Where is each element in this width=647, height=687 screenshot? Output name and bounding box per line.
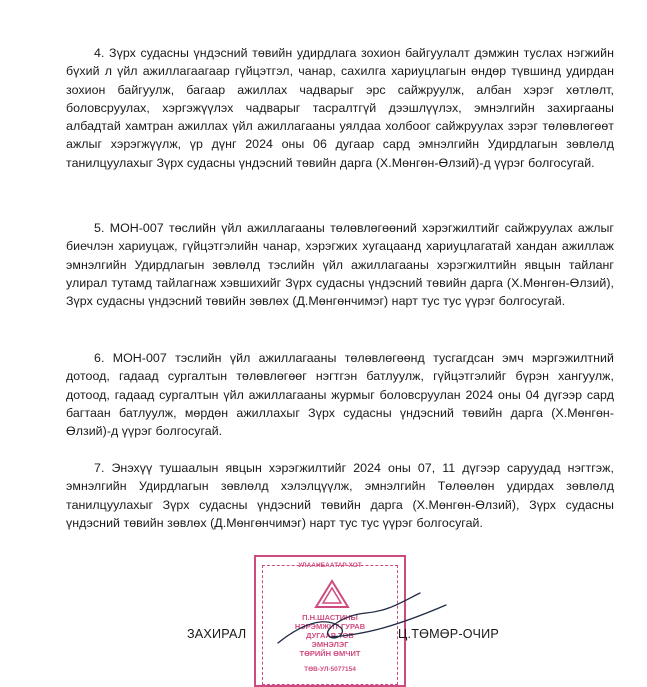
- stamp-bottom-text: ТӨВ-УЛ-5077154: [304, 666, 356, 673]
- paragraph-4: 4. Зүрх судасны үндэсний төвийн удирдлага зохион байгуулалт дэмжин туслах нэгжийн бүхий л үйл ажиллагаагаар гүйцэтгэл, чанар, сахилга хариуцлагын өндөр түвшинд удирдан зохион байгуулж, багаар ажиллах чадварыг эрс сайжруулж, албан хэрэг хөтлөлт, боловсруулах, хэргэжүүлэх чадварыг тасралтгүй дээшлүүлэх, эмнэлгийн захиргааны албадтай хамтран ажиллах үйл ажиллагааны уялдаа холбоог сайжруулах зэрэг төлөвлөгөөт ажлыг хэрэгжүүлж, үр дүнг 2024 оны 06 дугаар сард эмнэлгийн Удирдлагын зөвлөлд танилцуулахыг Зүрх судасны үндэсний төвийн дарга (Х.Мөнгөн-Өлзий)-д үүрэг болгосугай.: [66, 46, 614, 170]
- stamp-line-5: ТӨРИЙН ӨМЧИТ: [299, 649, 361, 658]
- stamp-line-4: ЭМНЭЛЭГ: [311, 640, 349, 649]
- stamp-line-2: НЭРЭМЖИТ ГУРАВ: [294, 622, 366, 631]
- paragraph-5: 5. МОН-007 төслийн үйл ажиллагааны төлөвлөгөөний хэрэгжилтийг сайжруулах ажлыг биечлэн хариуцаж, гүйцэтгэлийн чанар, хэрэгжих хугацаанд хариуцлагатай хандан ажиллаж эмнэлгийн Удирдлагын зөвлөлд тэслийн үйл ажиллагааны хэрэгжилтийн явцын тайланг улирал тутамд тайлагнаж хэвшихийг Зүрх судасны үндэсний төвийн дарга (Х.Мөнгөн-Өлзий), Зүрх судасны үндэсний төвийн зөвлөх (Д.Мөнгөнчимэг) нарт тус тус үүрэг болгосугай.: [66, 221, 614, 309]
- paragraph-6: 6. МОН-007 тэслийн үйл ажиллагааны төлөвлөгөөнд тусгагдсан эмч мэргэжилтний дотоод, гадаад сургалтын төлөвлөгөөг нэгтгэн батлуулж, гүйцэтгэлийг бүрэн хангуулж, дотоод, гадаад сургалтын үйл ажиллагааны журмыг боловсруулан 2024 оны 04 дүгээр сард багтаан батлуулж, мөрдөн ажиллахыг Зүрх судасны үндэсний төвийн дарга (Х.Мөнгөн-Өлзий)-д үүрэг болгосугай.: [66, 351, 614, 439]
- stamp-line-3: ДУГААР ТӨВ: [306, 631, 354, 640]
- stamp-line-1: П.Н.ШАСТИНЫ: [302, 613, 358, 622]
- signer-name: Ц.ТӨМӨР-ОЧИР: [398, 627, 499, 641]
- signature-title: ЗАХИРАЛ: [187, 627, 247, 641]
- paragraph-7: 7. Энэхүү тушаалын явцын хэрэгжилтийг 2024 оны 07, 11 дүгээр саруудад нэгтгэж, эмнэлгийн Удирдлагын зөвлөлд хэлэлцүүлж, эмнэлгийн Төлөөлөн удирдах зөвлөлд танилцуулахыг Зүрх судасны үндэсний төвийн дарга (Х.Мөнгөн-Өлзий), Зүрх судасны үндэсний төвийн зөвлөх (Д.Мөнгөнчимэг) нарт тус тус үүрэг болгосугай.: [66, 461, 614, 530]
- handwritten-signature: [270, 585, 450, 655]
- stamp-top-text: УЛААНБААТАР ХОТ: [298, 562, 362, 569]
